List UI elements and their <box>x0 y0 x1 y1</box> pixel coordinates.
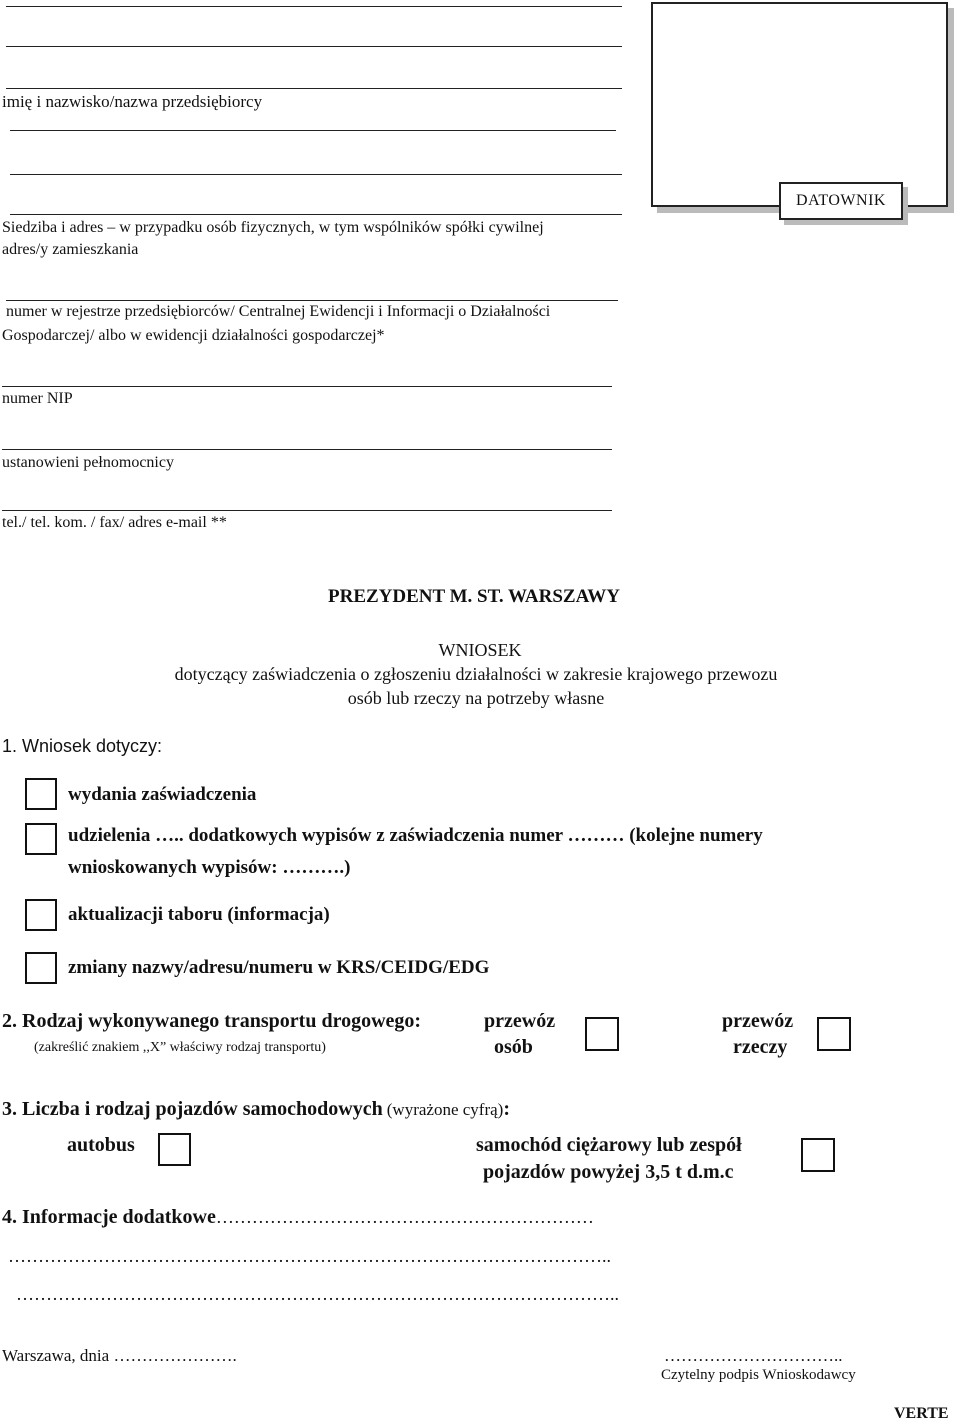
section3-colon: : <box>503 1098 510 1120</box>
section4-heading: 4. Informacje dodatkowe <box>2 1206 216 1228</box>
goods-label: przewóz <box>722 1010 794 1032</box>
checkbox-truck[interactable] <box>801 1138 835 1172</box>
form-line <box>6 88 622 89</box>
section2-heading: 2. Rodzaj wykonywanego transportu drogowego: <box>2 1010 422 1032</box>
signature-dots[interactable]: ………………………….. <box>664 1346 843 1365</box>
contact-label: tel./ tel. kom. / fax/ adres e-mail ** <box>2 514 227 531</box>
form-line <box>2 449 612 450</box>
truck-label-2: pojazdów powyżej 3,5 t d.m.c <box>483 1161 734 1183</box>
checkbox-issue[interactable] <box>25 778 57 810</box>
form-line <box>10 174 622 175</box>
form-line <box>6 300 618 301</box>
proxy-label: ustanowieni pełnomocnicy <box>2 454 174 471</box>
info-dots-1[interactable]: ……………………………………………………… <box>215 1207 594 1227</box>
section3-heading <box>2 1098 510 1121</box>
section2-note: (zakreślić znakiem ,,X” właściwy rodzaj transportu) <box>34 1040 326 1055</box>
goods-label-2: rzeczy <box>733 1036 788 1058</box>
form-line <box>6 46 622 47</box>
address-label-2: adres/y zamieszkania <box>2 241 139 258</box>
bus-label: autobus <box>67 1134 135 1156</box>
address-label: Siedziba i adres – w przypadku osób fizycznych, w tym wspólników spółki cywilnej <box>2 219 544 236</box>
name-label: imię i nazwisko/nazwa przedsiębiorcy <box>2 92 263 111</box>
checkbox-fleet[interactable] <box>25 899 57 931</box>
form-line <box>2 386 612 387</box>
truck-label: samochód ciężarowy lub zespół <box>476 1134 742 1156</box>
option-change: zmiany nazwy/adresu/numeru w KRS/CEIDG/EDG <box>68 957 490 978</box>
form-title: WNIOSEK <box>438 640 522 660</box>
place-date: Warszawa, dnia …………………. <box>2 1346 237 1365</box>
section3-note: (wyrażone cyfrą) <box>386 1100 504 1119</box>
persons-label-2: osób <box>494 1036 533 1058</box>
option-extracts-2: wnioskowanych wypisów: ……….) <box>68 857 351 878</box>
checkbox-extracts[interactable] <box>25 823 57 855</box>
option-extracts: udzielenia ….. dodatkowych wypisów z zaświadczenia numer ……… (kolejne numery <box>68 825 763 846</box>
form-line <box>6 6 622 7</box>
register-label-2: Gospodarczej/ albo w ewidencji działalności gospodarczej* <box>2 327 385 344</box>
stamp-box <box>651 2 948 207</box>
info-dots-3[interactable]: ……………………………………………………………………………………….. <box>16 1284 619 1304</box>
info-dots-2[interactable]: ……………………………………………………………………………………….. <box>8 1246 611 1266</box>
addressee: PREZYDENT M. ST. WARSZAWY <box>328 586 620 607</box>
form-line <box>10 130 616 131</box>
verte-label: VERTE <box>894 1405 949 1422</box>
option-issue: wydania zaświadczenia <box>68 784 257 805</box>
stamp-label: DATOWNIK <box>779 182 903 220</box>
checkbox-goods[interactable] <box>817 1017 851 1051</box>
persons-label: przewóz <box>484 1010 556 1032</box>
section4-row <box>2 1206 594 1229</box>
checkbox-persons[interactable] <box>585 1017 619 1051</box>
section3-title: 3. Liczba i rodzaj pojazdów samochodowych <box>2 1098 383 1120</box>
form-line <box>10 214 622 215</box>
form-subtitle-1: dotyczący zaświadczenia o zgłoszeniu działalności w zakresie krajowego przewozu <box>174 664 778 684</box>
form-line <box>2 510 612 511</box>
register-label: numer w rejestrze przedsiębiorców/ Centralnej Ewidencji i Informacji o Działalności <box>6 303 551 320</box>
signature-label: Czytelny podpis Wnioskodawcy <box>661 1367 856 1383</box>
form-subtitle-2: osób lub rzeczy na potrzeby własne <box>347 688 605 708</box>
checkbox-bus[interactable] <box>158 1133 191 1166</box>
nip-label: numer NIP <box>2 390 73 407</box>
section1-heading: 1. Wniosek dotyczy: <box>2 736 163 756</box>
option-fleet: aktualizacji taboru (informacja) <box>68 904 330 925</box>
checkbox-change[interactable] <box>25 952 57 984</box>
